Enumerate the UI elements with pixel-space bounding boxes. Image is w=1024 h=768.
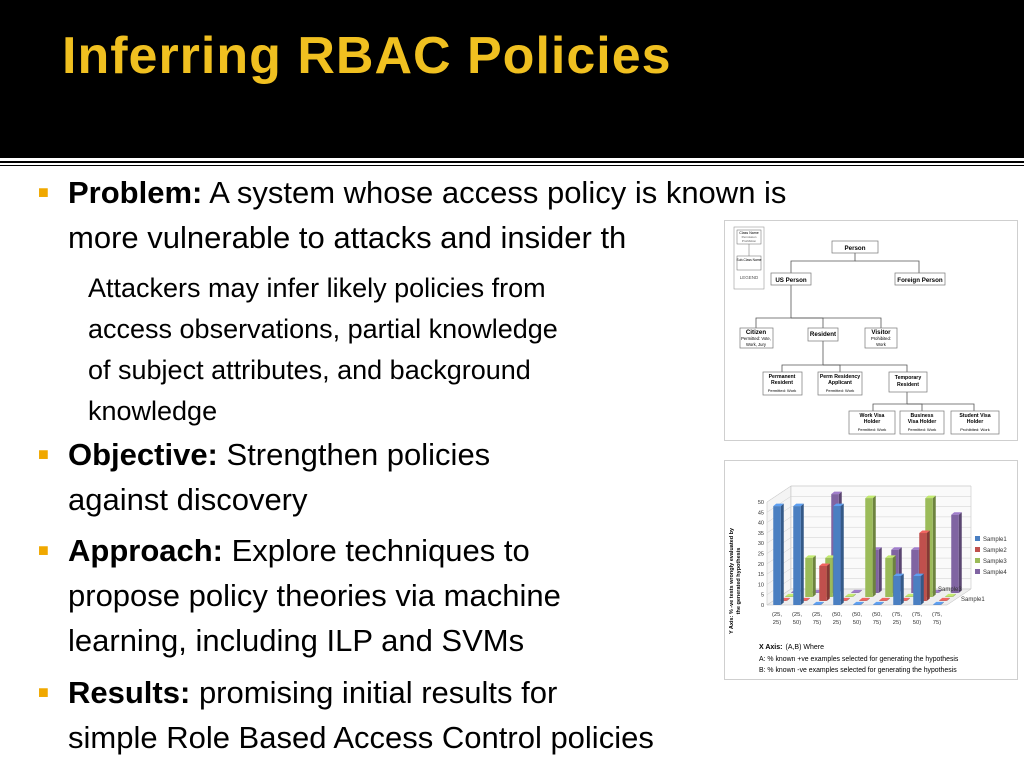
detail-line3: of subject attributes, and background [88, 355, 531, 385]
problem-label: Problem: [68, 175, 203, 210]
legend-class-name: Class Name [739, 231, 759, 235]
y-tick-label: 0 [760, 603, 764, 609]
y-axis-label-2: the generated hypothesis [736, 547, 742, 615]
node-work-visa-2: Holder [863, 419, 881, 425]
problem-line2: more vulnerable to attacks and insider th [68, 220, 627, 255]
approach-line3: learning, including ILP and SVMs [68, 623, 525, 658]
student-visa-note: Prohibited: Work [960, 427, 990, 432]
nodes [740, 241, 999, 434]
node-student-visa-1: Student Visa [959, 413, 991, 419]
y-tick-label: 20 [757, 561, 764, 568]
x-tick-label: (75, [932, 612, 942, 618]
node-business-visa-2: Visa Holder [907, 419, 937, 425]
x-axis-title: X Axis: [759, 644, 783, 651]
problem-detail [88, 268, 688, 432]
bullet-results [38, 670, 968, 760]
bullet-marker-icon: ■ [38, 444, 49, 464]
bullet-marker-icon: ■ [38, 682, 49, 702]
objective-label: Objective: [68, 437, 218, 472]
node-perm-applicant-2: Applicant [828, 380, 852, 386]
x-tick-label: (50, [852, 612, 862, 618]
x-tick-label: (25, [812, 612, 822, 618]
detail-line1: Attackers may infer likely policies from [88, 273, 546, 303]
node-visitor: Visitor [871, 329, 891, 336]
node-work-visa-1: Work Visa [859, 413, 885, 419]
detail-line2: access observations, partial knowledge [88, 314, 558, 344]
y-tick-label: 25 [757, 551, 764, 558]
node-perm-applicant-1: Perm Residency [819, 374, 861, 380]
slide-title: Inferring RBAC Policies [62, 27, 672, 85]
x-tick-label: 25) [832, 620, 842, 626]
bar-sample4-8 [951, 512, 962, 593]
node-foreign-person: Foreign Person [897, 277, 943, 284]
node-us-person: US Person [775, 277, 807, 284]
legend-swatch [975, 536, 980, 541]
node-temp-resident-2: Resident [897, 382, 919, 388]
y-tick-label: 40 [757, 520, 764, 527]
x-tick-label: 75) [872, 620, 882, 626]
node-perm-resident-1: Permanent [768, 374, 796, 380]
citizen-note-2: Work, Jury [746, 342, 766, 347]
x-tick-label: 75) [812, 620, 822, 626]
x-axis-rest: (A,B) Where [785, 644, 824, 651]
approach-line2: propose policy theories via machine [68, 578, 561, 613]
y-tick-label: 5 [760, 592, 764, 599]
x-tick-label: (25, [772, 612, 782, 618]
legend-label: Sample3 [983, 559, 1007, 565]
results-label: Results: [68, 675, 191, 710]
bar-sample3-4 [865, 496, 876, 597]
x-tick-label: 75) [932, 620, 942, 626]
legend-subclass: Sub-Class Name [736, 258, 762, 262]
y-axis-label-1: Y Axis: % -ve tests wrongly evaluated by [729, 527, 735, 635]
depth-label-sample1: Sample1 [961, 597, 985, 603]
legend-swatch [975, 569, 980, 574]
x-tick-label: 25) [892, 620, 902, 626]
depth-label-sample3: Sample3 [938, 587, 962, 593]
bullet-marker-icon: ■ [38, 540, 49, 560]
citizen-note-1: Permitted: Vote, [741, 336, 771, 341]
hierarchy-diagram [724, 220, 1018, 441]
node-temp-resident-1: Temporary [894, 375, 922, 381]
y-tick-label: 35 [757, 530, 764, 537]
visitor-note-1: Prohibited: [870, 336, 892, 341]
x-tick-label: (75, [912, 612, 922, 618]
chart-bars [773, 492, 962, 605]
perm-resident-note: Permitted: Work [767, 388, 797, 393]
objective-line2: against discovery [68, 482, 308, 517]
x-tick-label: (75, [892, 612, 902, 618]
legend-label: Sample1 [983, 537, 1007, 543]
y-tick-label: 30 [757, 541, 764, 548]
x-tick-label: 50) [912, 620, 922, 626]
x-tick-label: (50, [872, 612, 882, 618]
chart-y-ticks [758, 500, 764, 609]
x-tick-label: (50, [832, 612, 842, 618]
node-perm-resident-2: Resident [771, 380, 793, 386]
x-axis-caption [759, 644, 824, 651]
x-axis-note-b: B: % known -ve examples selected for generating the hypothesis [759, 667, 957, 674]
legend-title: LEGEND [739, 275, 759, 280]
y-tick-label: 50 [757, 500, 764, 506]
bullet-objective [38, 432, 688, 522]
legend-swatch [975, 558, 980, 563]
node-student-visa-2: Holder [966, 419, 984, 425]
node-person: Person [844, 245, 866, 252]
x-tick-label: 50) [792, 620, 802, 626]
results-chart [724, 460, 1018, 680]
bar-sample3-1 [805, 555, 816, 597]
node-business-visa-1: Business [910, 413, 934, 419]
y-tick-label: 45 [757, 510, 764, 517]
legend-swatch [975, 547, 980, 552]
results-line1: promising initial results for [198, 675, 558, 710]
perm-applicant-note: Permitted: Work [825, 388, 855, 393]
bullet-approach [38, 528, 718, 663]
visitor-note-2: Work [876, 342, 886, 347]
detail-line4: knowledge [88, 396, 218, 426]
objective-line1: Strengthen policies [226, 437, 491, 472]
bar-sample1-1 [793, 504, 804, 605]
x-tick-label: 25) [772, 620, 782, 626]
bar-sample1-3 [833, 504, 844, 605]
legend-prohibit: Prohibition [741, 239, 757, 243]
node-resident: Resident [809, 331, 837, 338]
chart-svg [725, 461, 1017, 679]
work-visa-note: Permitted: Work [857, 427, 887, 432]
node-citizen: Citizen [745, 329, 767, 336]
bar-sample2-2 [819, 563, 830, 601]
results-line2: simple Role Based Access Control policies [68, 720, 654, 755]
business-visa-note: Permitted: Work [907, 427, 937, 432]
legend-perm: Permission [741, 235, 757, 239]
bar-sample1-7 [913, 574, 924, 605]
legend-label: Sample4 [983, 570, 1007, 576]
chart-x-ticks [772, 612, 942, 626]
legend-label: Sample2 [983, 548, 1007, 554]
approach-label: Approach: [68, 533, 223, 568]
divider [0, 165, 1024, 166]
x-tick-label: 50) [852, 620, 862, 626]
bullet-marker-icon: ■ [38, 182, 49, 202]
title-bar [0, 0, 1024, 158]
x-tick-label: (25, [792, 612, 802, 618]
bar-sample1-6 [893, 574, 904, 605]
y-tick-label: 15 [757, 572, 764, 579]
legend [734, 227, 764, 289]
approach-line1: Explore techniques to [231, 533, 530, 568]
x-axis-note-a: A: % known +ve examples selected for generating the hypothesis [759, 656, 959, 663]
divider [0, 161, 1024, 163]
hierarchy-svg [725, 221, 1017, 440]
y-tick-label: 10 [757, 582, 764, 589]
bar-sample1-0 [773, 504, 784, 605]
problem-line1: A system whose access policy is known is [209, 175, 787, 210]
chart-legend [975, 536, 1007, 576]
